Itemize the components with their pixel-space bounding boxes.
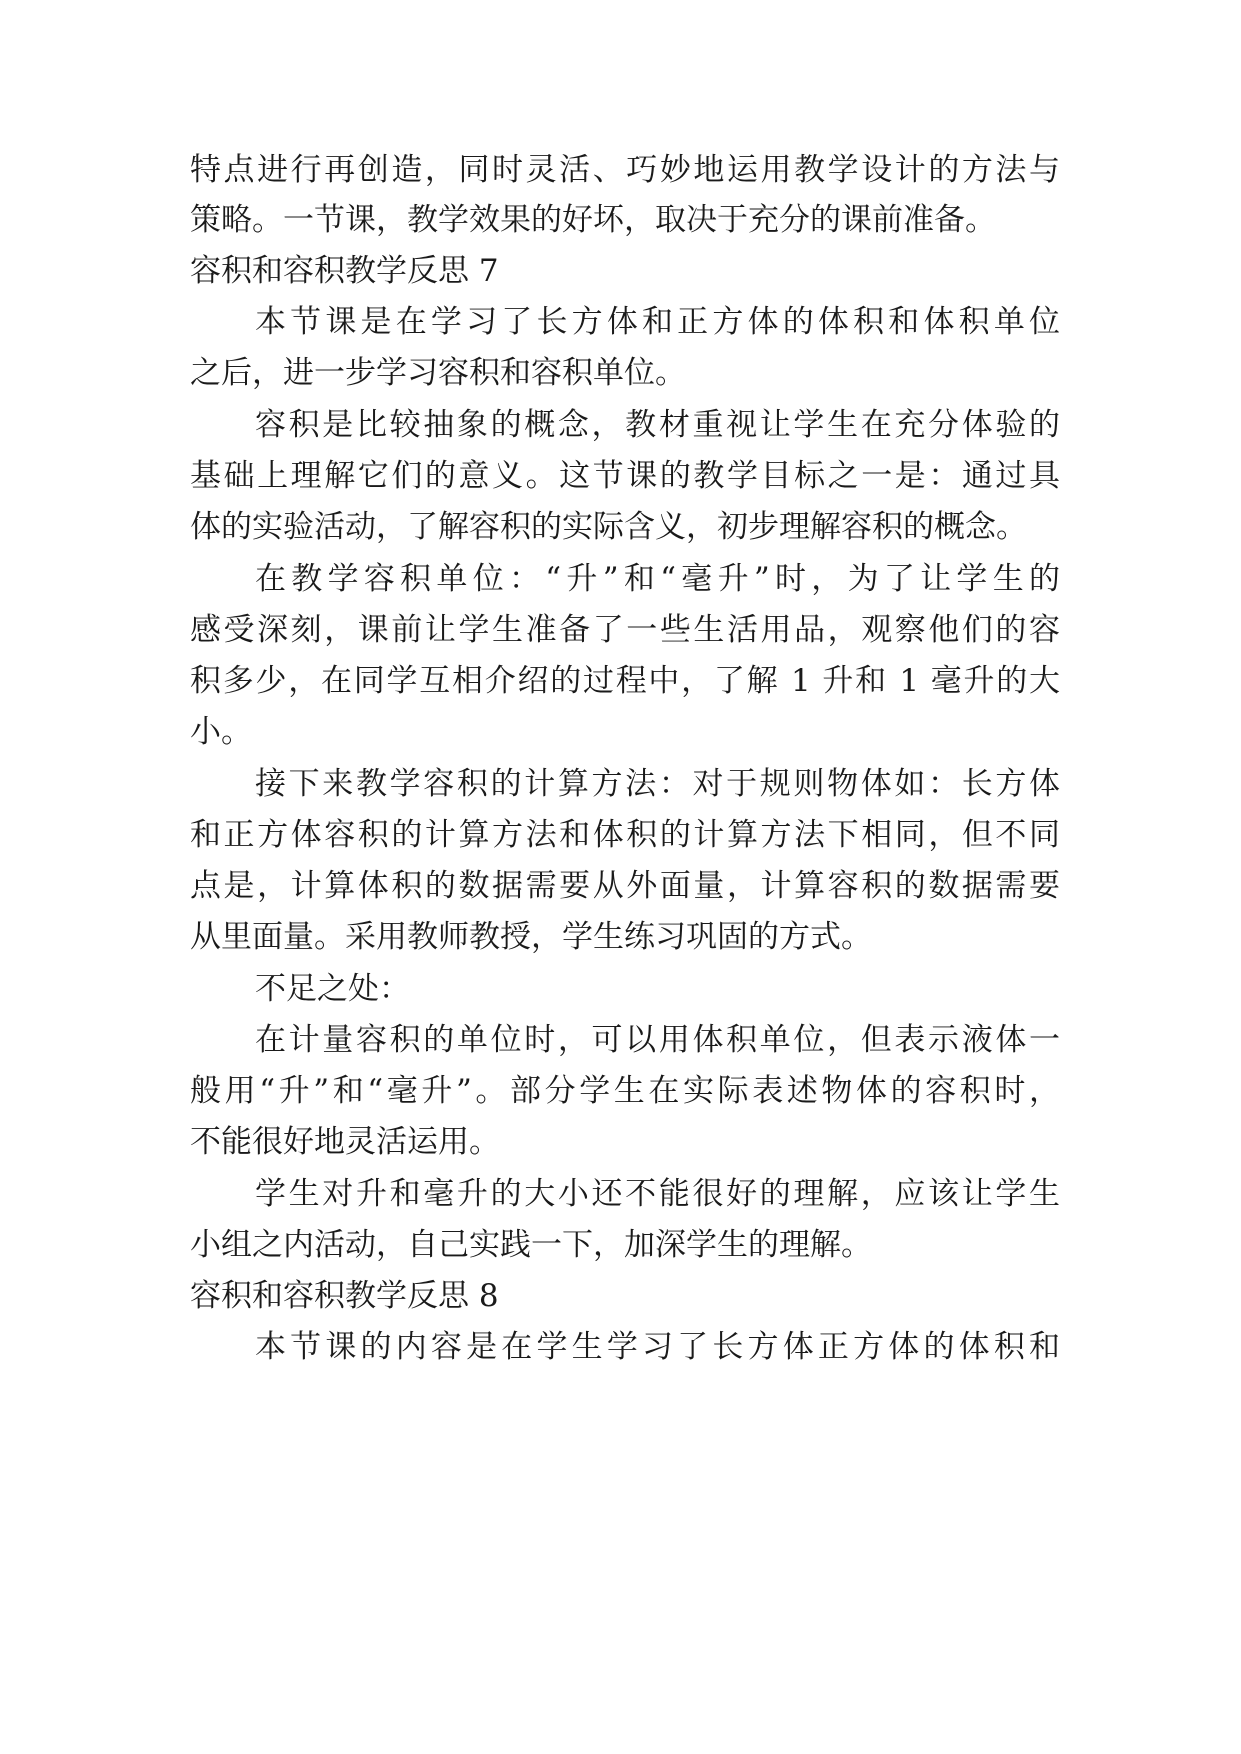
body-line: 和正方体容积的计算方法和体积的计算方法下相同，但不同: [190, 817, 1060, 853]
paragraph-first-line: 本节课的内容是在学生学习了长方体正方体的体积和: [255, 1329, 1060, 1365]
body-line: 不能很好地灵活运用。: [190, 1124, 500, 1160]
body-line: 小组之内活动，自己实践一下，加深学生的理解。: [190, 1227, 872, 1263]
body-line: 从里面量。采用教师教授，学生练习巩固的方式。: [190, 919, 872, 955]
body-line: 策略。一节课，教学效果的好坏，取决于充分的课前准备。: [190, 202, 996, 238]
paragraph-first-line: 学生对升和毫升的大小还不能很好的理解，应该让学生: [255, 1176, 1060, 1212]
paragraph-first-line: 本节课是在学习了长方体和正方体的体积和体积单位: [255, 304, 1060, 340]
body-line: 特点进行再创造，同时灵活、巧妙地运用教学设计的方法与: [190, 152, 1060, 188]
body-line: 积多少，在同学互相介绍的过程中，了解 1 升和 1 毫升的大: [190, 663, 1060, 699]
paragraph-first-line: 不足之处：: [255, 971, 410, 1007]
body-line: 基础上理解它们的意义。这节课的教学目标之一是：通过具: [190, 458, 1060, 494]
section-heading: 容积和容积教学反思 7: [190, 253, 499, 289]
body-line: 体的实验活动，了解容积的实际含义，初步理解容积的概念。: [190, 509, 1027, 545]
body-line: 感受深刻，课前让学生准备了一些生活用品，观察他们的容: [190, 612, 1060, 648]
paragraph-first-line: 接下来教学容积的计算方法：对于规则物体如：长方体: [255, 766, 1060, 802]
body-line: 般用“升”和“毫升”。部分学生在实际表述物体的容积时，: [190, 1073, 1060, 1109]
body-line: 小。: [190, 714, 252, 750]
paragraph-first-line: 在计量容积的单位时，可以用体积单位，但表示液体一: [255, 1022, 1060, 1058]
paragraph-first-line: 容积是比较抽象的概念，教材重视让学生在充分体验的: [255, 407, 1060, 443]
body-line: 之后，进一步学习容积和容积单位。: [190, 355, 686, 391]
body-line: 点是，计算体积的数据需要从外面量，计算容积的数据需要: [190, 868, 1060, 904]
section-heading: 容积和容积教学反思 8: [190, 1278, 499, 1314]
paragraph-first-line: 在教学容积单位：“升”和“毫升”时，为了让学生的: [255, 561, 1060, 597]
